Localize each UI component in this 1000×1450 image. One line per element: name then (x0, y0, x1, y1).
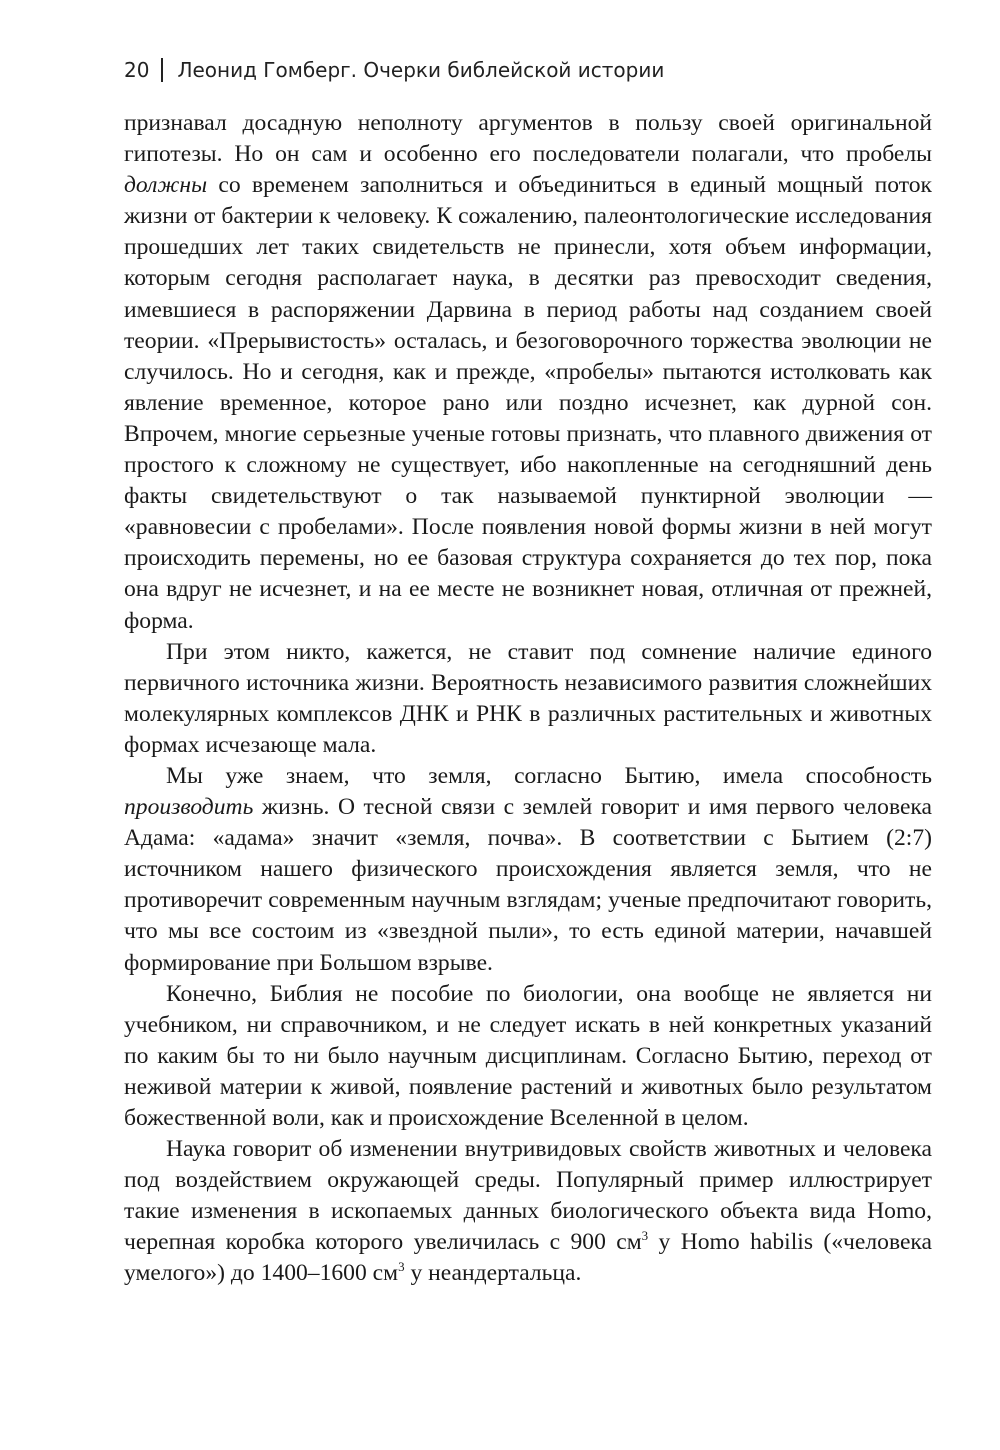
text-segment: Мы уже знаем, что земля, согласно Бытию, имела способность (166, 762, 932, 789)
text-segment: у Homo habilis («человека умелого») до 1400–1600 см (124, 1229, 933, 1287)
header-separator (161, 58, 163, 82)
text-segment: жизнь. О тесной связи с землей говорит и имя первого человека Адама: «адама» значит «земля, почва». В соответствии с Бытием (2:7) источником нашего физического происхождения является земля, что не противоречит современным научным взглядам; ученые предпочитают говорить, что мы все состоим из «звездной пыли», то есть единой материи, начавшей формирование при Большом взрыве. (124, 794, 932, 976)
text-segment: у неандертальца. (404, 1260, 582, 1287)
paragraph (124, 637, 932, 761)
body-text (124, 108, 932, 1290)
emphasis-text: должны (124, 172, 208, 199)
paragraph (124, 761, 932, 979)
text-segment: При этом никто, кажется, не ставит под сомнение наличие единого первичного источника жизни. Вероятность независимого развития сложнейших молекулярных комплексов ДНК и РНК в различных растительных и животных формах исчезающе мала. (124, 638, 932, 758)
superscript: 3 (641, 1228, 649, 1244)
page-number: 20 (124, 58, 150, 82)
running-header (124, 58, 664, 82)
running-title: Леонид Гомберг. Очерки библейской истории (177, 58, 665, 82)
text-segment: признавал досадную неполноту аргументов в пользу своей оригинальной гипотезы. Но он сам и особенно его последователи полагали, что пробелы (124, 110, 932, 168)
text-segment: Наука говорит об изменении внутривидовых свойств животных и человека под воздействием окружающей среды. Популярный пример иллюстрирует такие изменения в ископаемых данных биологического объекта вида Homo, черепная коробка которого увеличилась с 900 см (124, 1136, 932, 1256)
paragraph (124, 979, 932, 1134)
paragraph (124, 1134, 932, 1289)
paragraph (124, 108, 932, 637)
emphasis-text: производить (124, 794, 254, 821)
text-segment: Конечно, Библия не пособие по биологии, она вообще не является ни учебником, ни справочником, и не следует искать в ней конкретных указаний по каким бы то ни было научным дисциплинам. Согласно Бытию, переход от неживой материи к живой, появление растений и животных было результатом божественной воли, как и происхождение Вселенной в целом. (124, 980, 932, 1131)
superscript: 3 (398, 1259, 405, 1275)
text-segment: со временем заполниться и объединиться в единый мощный поток жизни от бактерии к человеку. К сожалению, палеонтологические исследования прошедших лет таких свидетельств не принесли, хотя объем информации, которым сегодня располагает наука, в десятки раз превосходит сведения, имевшиеся в распоряжении Дарвина в период работы над созданием своей теории. «Прерывистость» осталась, и безоговорочного торжества эволюции не случилось. Но и сегодня, как и прежде, «пробелы» пытаются истолковать как явление временное, которое рано или поздно исчезнет, как дурной сон. Впрочем, многие серьезные ученые готовы признать, что плавного движения от простого к сложному не существует, ибо накопленные на сегодняшний день факты свидетельствуют о так называемой пунктирной эволюции — «равновесии с пробелами». После появления новой формы жизни в ней могут происходить перемены, но ее базовая структура сохраняется до тех пор, пока она вдруг не исчезнет, и на ее месте не возникнет новая, отличная от прежней, форма. (124, 172, 932, 634)
